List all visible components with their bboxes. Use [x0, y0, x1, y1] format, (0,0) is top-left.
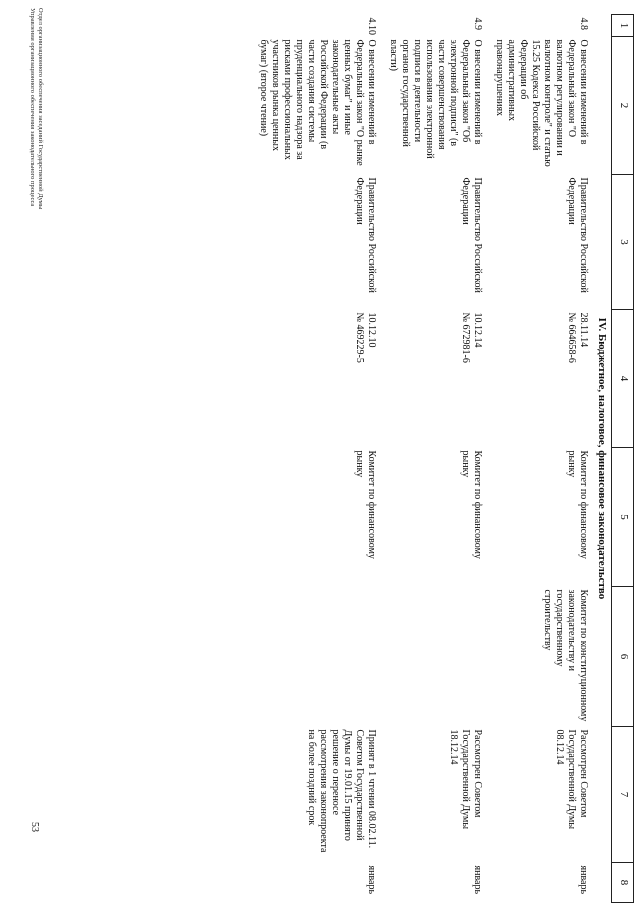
column-number: 3 [612, 175, 634, 310]
planned-period: январь [578, 865, 589, 895]
responsible-committee: Комитет по финансовому рынку [566, 450, 589, 559]
column-number: 8 [612, 863, 634, 903]
bill-status: Принят в 1 чтении 08.02.11. Советом Государственной Думы от 19.01.15 принято решение о переносе рассмотрения законопроекта на более поздний срок [306, 729, 377, 853]
bill-status: Рассмотрен Советом Государственной Думы 18.12.14 [448, 729, 483, 830]
column-number: 5 [612, 448, 634, 587]
legislation-plan-table [251, 14, 634, 903]
table-row [487, 15, 593, 903]
column-number: 1 [612, 15, 634, 37]
bill-author: Правительство Российской Федерации [460, 177, 483, 293]
row-number: 4.10 [366, 17, 377, 35]
bill-date: 10.12.10 [366, 312, 377, 348]
co-executor-committee [251, 587, 381, 727]
bill-number: № 672981-6 [460, 312, 471, 363]
bill-status: Рассмотрен Советом Государственной Думы 08.12.14 [554, 729, 589, 830]
responsible-committee: Комитет по финансовому рынку [460, 450, 483, 559]
bill-title: О внесении изменений в Федеральный закон "О валютном регулировании и валютном контроле" и статью 15.25 Кодекса Российской Федерации об административных правонарушениях [494, 39, 589, 167]
bill-title: О внесении изменений в Федеральный закон "Об электронной подписи" (в части совершенствования использования электронной подписи в деятельности органов государственной власти) [388, 39, 483, 159]
footer-directorate: Управления организационного обеспечения законодательного процесса [29, 8, 37, 207]
co-executor-committee: Комитет по конституционному законодательству и государственному строительству [542, 589, 589, 722]
column-number: 6 [612, 587, 634, 727]
bill-date: 10.12.14 [472, 312, 483, 348]
bill-number: № 664658-6 [566, 312, 577, 363]
bill-number: № 469229-5 [354, 312, 365, 363]
planned-period: январь [366, 865, 377, 895]
page-footer [29, 8, 44, 209]
co-executor-committee [381, 587, 487, 727]
bill-author: Правительство Российской Федерации [354, 177, 377, 293]
row-number: 4.9 [472, 17, 483, 30]
bill-date: 28.11.14 [578, 312, 589, 348]
section-header [593, 15, 612, 903]
table-row [251, 15, 381, 903]
table-row [381, 15, 487, 903]
bill-registration [487, 310, 593, 448]
page-number: 53 [29, 822, 40, 832]
bill-author: Правительство Российской Федерации [566, 177, 589, 293]
footer-department: Отдел организационного обеспечения заседаний Государственной Думы [37, 8, 44, 210]
bill-registration [381, 310, 487, 448]
column-number-header [612, 15, 634, 903]
column-number: 7 [612, 727, 634, 863]
section-title: IV. Бюджетное, налоговое, финансовое законодательство [596, 317, 608, 600]
bill-registration [251, 310, 381, 448]
row-number: 4.8 [578, 17, 589, 30]
bill-title: О внесении изменений в Федеральный закон "О рынке ценных бумаг" и иные законодательные акты Российской Федерации (в части создания системы пруденциального надзора за рисками профессиональных участников рынка ценных бумаг) (второе чтение) [258, 39, 377, 166]
column-number: 2 [612, 37, 634, 175]
planned-period: январь [472, 865, 483, 895]
column-number: 4 [612, 310, 634, 448]
responsible-committee: Комитет по финансовому рынку [354, 450, 377, 559]
